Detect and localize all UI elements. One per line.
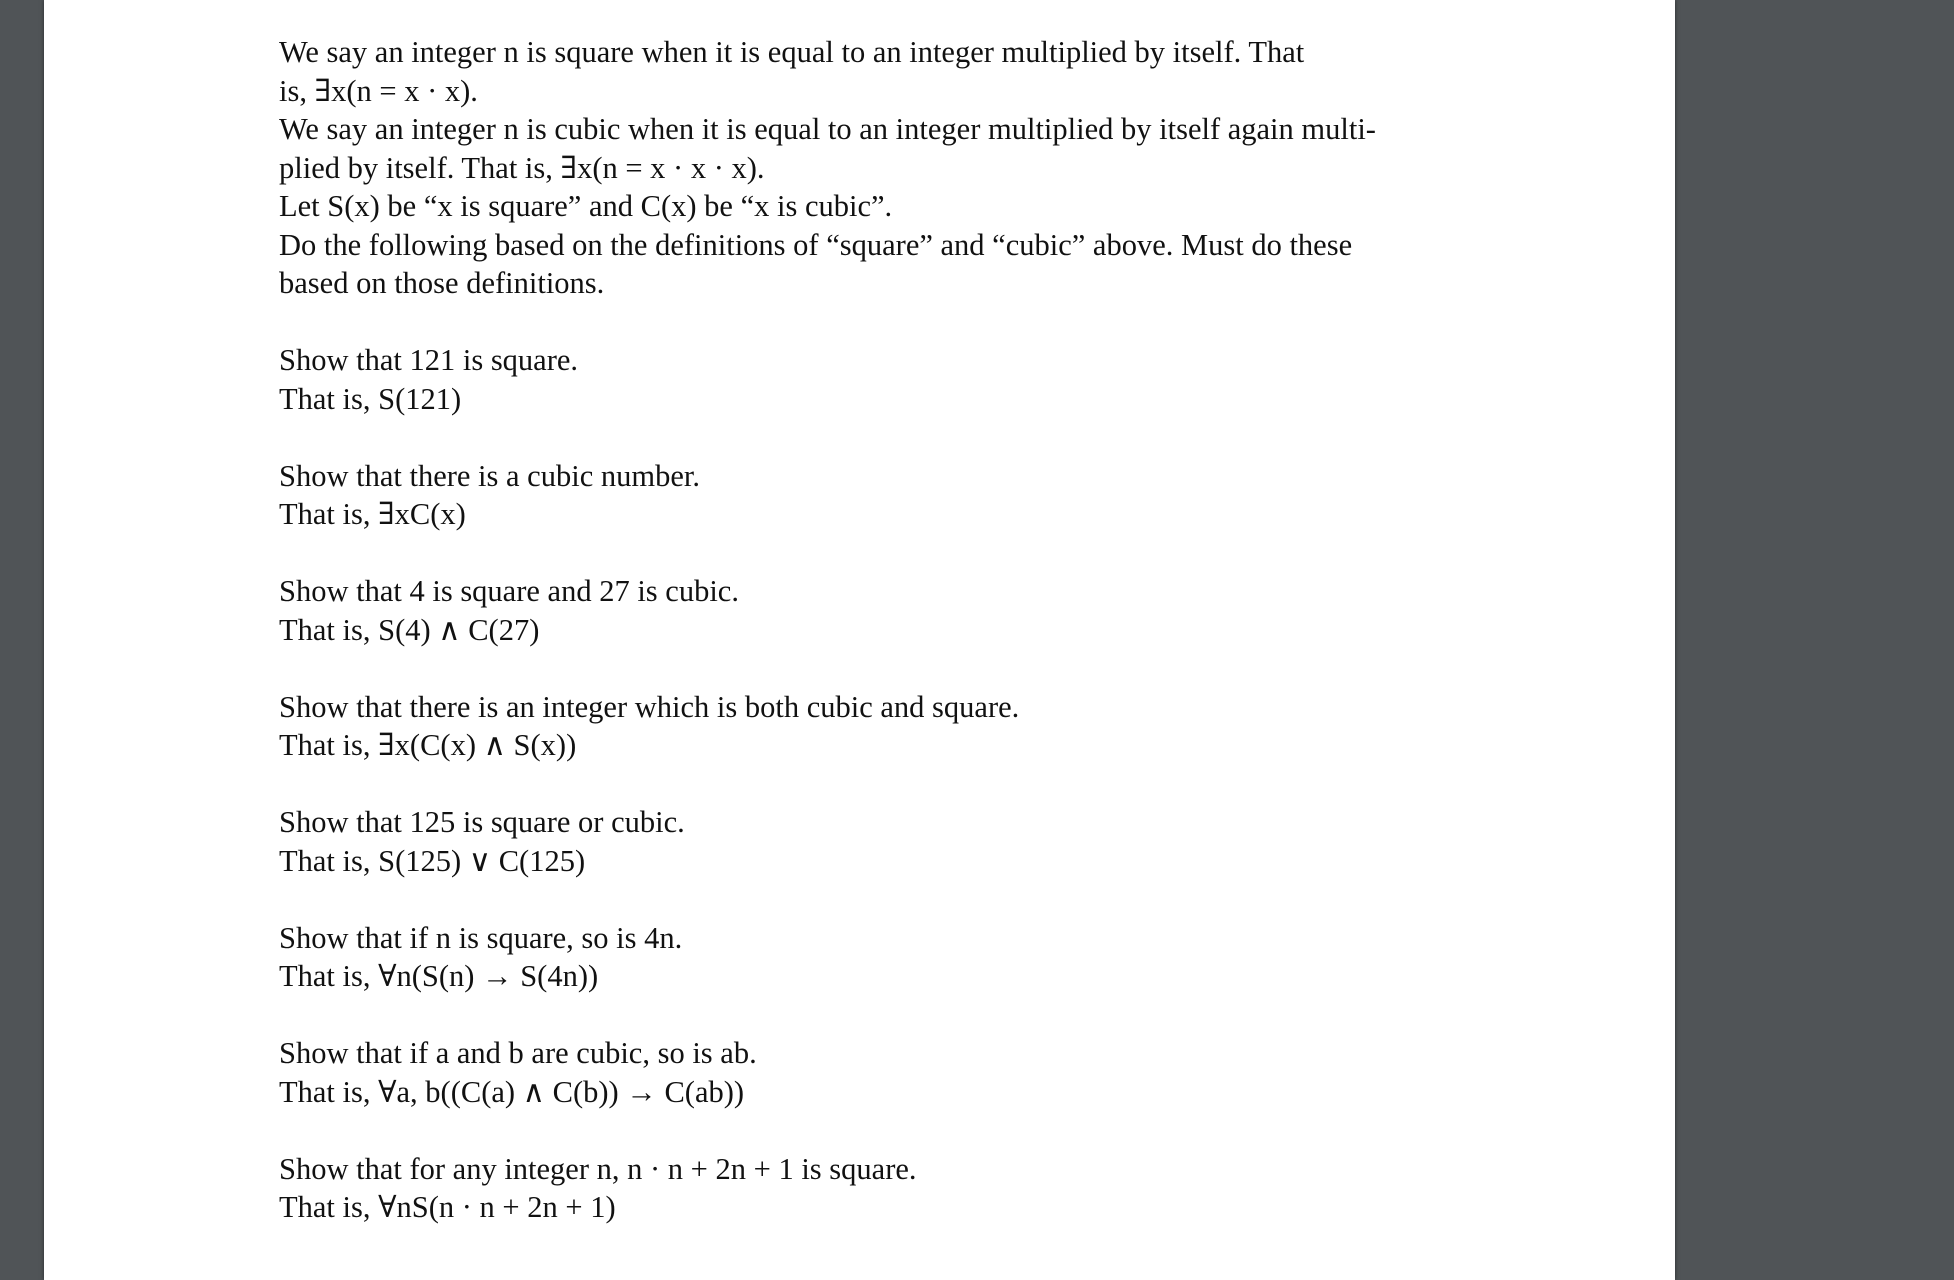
exercise-statement: Show that there is an integer which is both cubic and square. (279, 689, 1020, 724)
exercise-statement: Show that 121 is square. (279, 343, 579, 377)
definition-square-line-2: is, ∃x(n = x · x). (279, 73, 478, 108)
exercise-6 (279, 919, 1527, 996)
document-page (44, 0, 1675, 1280)
exercise-statement: Show that for any integer n, n · n + 2n + 1 is square. (279, 1151, 917, 1186)
exercise-formal: That is, S(125) ∨ C(125) (279, 843, 586, 878)
instructions-line-1: Do the following based on the definitions of “square” and “cubic” above. Must do these (279, 227, 1353, 262)
intro-definitions (279, 33, 1527, 303)
exercise-statement: Show that 125 is square or cubic. (279, 805, 685, 839)
exercise-statement: Show that there is a cubic number. (279, 458, 700, 493)
exercise-statement: Show that 4 is square and 27 is cubic. (279, 574, 739, 608)
exercise-statement: Show that if a and b are cubic, so is ab. (279, 1036, 757, 1070)
exercise-formal: That is, ∀nS(n · n + 2n + 1) (279, 1190, 616, 1224)
exercise-formal: That is, ∀n(S(n) → S(4n)) (279, 959, 599, 993)
page-content (279, 33, 1527, 1227)
exercise-4 (279, 688, 1527, 765)
exercise-3 (279, 572, 1527, 649)
definition-square-line-1: We say an integer n is square when it is equal to an integer multiplied by itself. That (279, 35, 1305, 69)
exercise-formal: That is, ∀a, b((C(a) ∧ C(b)) → C(ab)) (279, 1074, 745, 1109)
exercise-formal: That is, ∃x(C(x) ∧ S(x)) (279, 728, 577, 762)
viewer-background-right (1675, 0, 1954, 1280)
exercise-8 (279, 1150, 1527, 1227)
predicate-definitions: Let S(x) be “x is square” and C(x) be “x is cubic”. (279, 189, 893, 223)
exercise-5 (279, 803, 1527, 880)
exercise-formal: That is, ∃xC(x) (279, 497, 466, 531)
definition-cubic-line-2: plied by itself. That is, ∃x(n = x · x · x). (279, 150, 765, 185)
exercise-7 (279, 1034, 1527, 1111)
definition-cubic-line-1: We say an integer n is cubic when it is equal to an integer multiplied by itself again multi- (279, 112, 1376, 146)
exercise-2 (279, 457, 1527, 534)
exercise-statement: Show that if n is square, so is 4n. (279, 920, 683, 955)
instructions-line-2: based on those definitions. (279, 266, 605, 300)
exercise-formal: That is, S(121) (279, 381, 462, 416)
exercise-formal: That is, S(4) ∧ C(27) (279, 612, 540, 647)
exercise-1 (279, 341, 1527, 418)
